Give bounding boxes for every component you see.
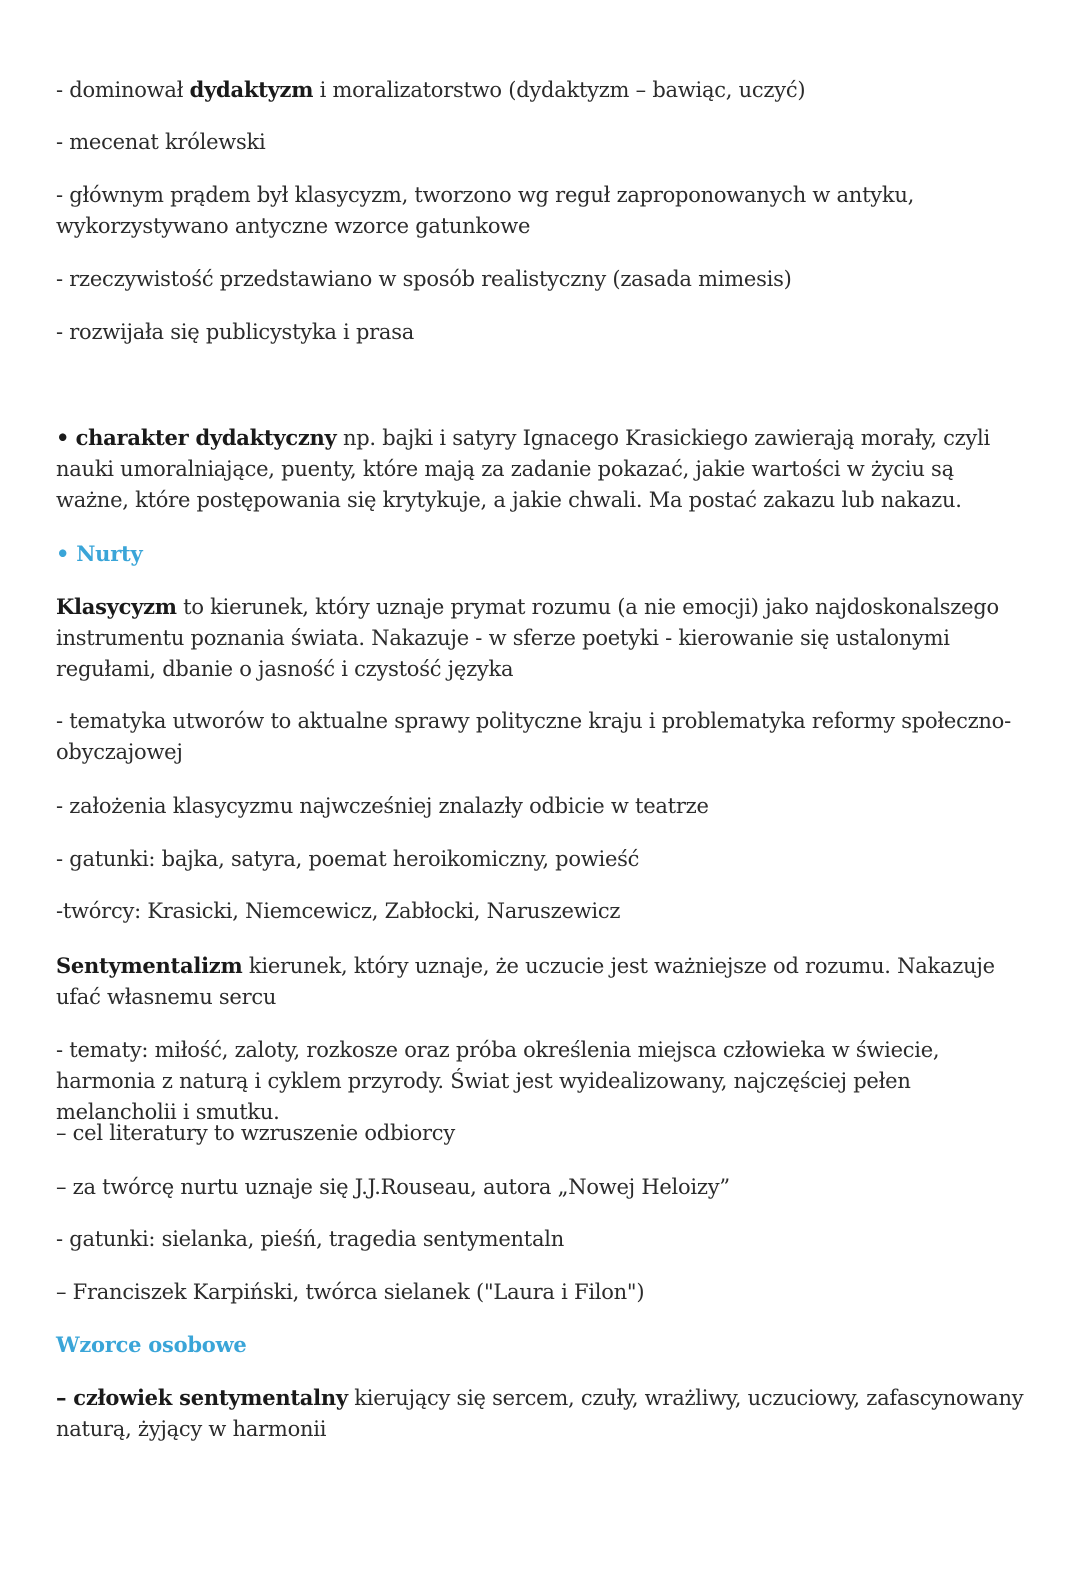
role-model-paragraph [56, 1382, 1031, 1445]
classicism-definition [56, 591, 1031, 685]
bold-term: Sentymentalizm [56, 953, 243, 978]
line-didacticism [56, 74, 1031, 106]
section-heading-nurty: • Nurty [56, 541, 143, 566]
didactic-paragraph [56, 422, 1031, 516]
paragraph-text: kierunek, który uznaje, że uczucie jest ważniejsze od rozumu. Nakazuje ufać własnemu sercu [56, 954, 995, 1009]
bold-term: – człowiek sentymentalny [56, 1385, 348, 1410]
line-classicism-main: - głównym prądem był klasycyzm, tworzono wg reguł zaproponowanych w antyku, wykorzystywano antyczne wzorce gatunkowe [56, 183, 915, 238]
bold-term: charakter dydaktyczny [75, 425, 337, 450]
line-patronage: - mecenat królewski [56, 130, 266, 154]
section-heading-role-models: Wzorce osobowe [56, 1332, 247, 1357]
paragraph-text: np. bajki i satyry Ignacego Krasickiego zawierają morały, czyli nauki umoralniające, puenty, które mają za zadanie pokazać, jakie wartości w życiu są ważne, które postępowania się krytykuje, a jakie chwali. Ma postać zakazu lub nakazu. [56, 426, 990, 512]
bullet: • [56, 425, 70, 450]
classicism-item: - tematyka utworów to aktualne sprawy polityczne kraju i problematyka reformy społeczno-obyczajowej [56, 709, 1011, 764]
sentimentalism-definition [56, 950, 1031, 1013]
paragraph-text: kierujący się sercem, czuły, wrażliwy, uczuciowy, zafascynowany naturą, żyjący w harmonii [56, 1386, 1024, 1441]
sentimentalism-item: – cel literatury to wzruszenie odbiorcy [56, 1121, 455, 1145]
classicism-item: - założenia klasycyzmu najwcześniej znalazły odbicie w teatrze [56, 794, 709, 818]
bold-term: Klasycyzm [56, 594, 177, 619]
classicism-item: - gatunki: bajka, satyra, poemat heroikomiczny, powieść [56, 847, 640, 871]
line-realism: - rzeczywistość przedstawiano w sposób realistyczny (zasada mimesis) [56, 267, 792, 291]
sentimentalism-item: - gatunki: sielanka, pieśń, tragedia sentymentaln [56, 1227, 565, 1251]
line-press: - rozwijała się publicystyka i prasa [56, 320, 414, 344]
bold-term: dydaktyzm [189, 77, 314, 102]
line-text: i moralizatorstwo (dydaktyzm – bawiąc, uczyć) [313, 78, 806, 102]
line-text: - dominował [56, 78, 190, 102]
paragraph-text: to kierunek, który uznaje prymat rozumu (a nie emocji) jako najdoskonalszego instrumentu poznania świata. Nakazuje - w sferze poetyki - kierowanie się ustalonymi regułami, dbanie o jasność i czystość języka [56, 595, 999, 681]
sentimentalism-item: – za twórcę nurtu uznaje się J.J.Rouseau, autora „Nowej Heloizy” [56, 1175, 730, 1199]
classicism-item: -twórcy: Krasicki, Niemcewicz, Zabłocki, Naruszewicz [56, 899, 621, 923]
sentimentalism-item: – Franciszek Karpiński, twórca sielanek ("Laura i Filon") [56, 1280, 645, 1304]
sentimentalism-item: - tematy: miłość, zaloty, rozkosze oraz próba określenia miejsca człowieka w świecie, harmonia z naturą i cyklem przyrody. Świat jest wyidealizowany, najczęściej pełen melancholii i smutku. [56, 1038, 940, 1124]
